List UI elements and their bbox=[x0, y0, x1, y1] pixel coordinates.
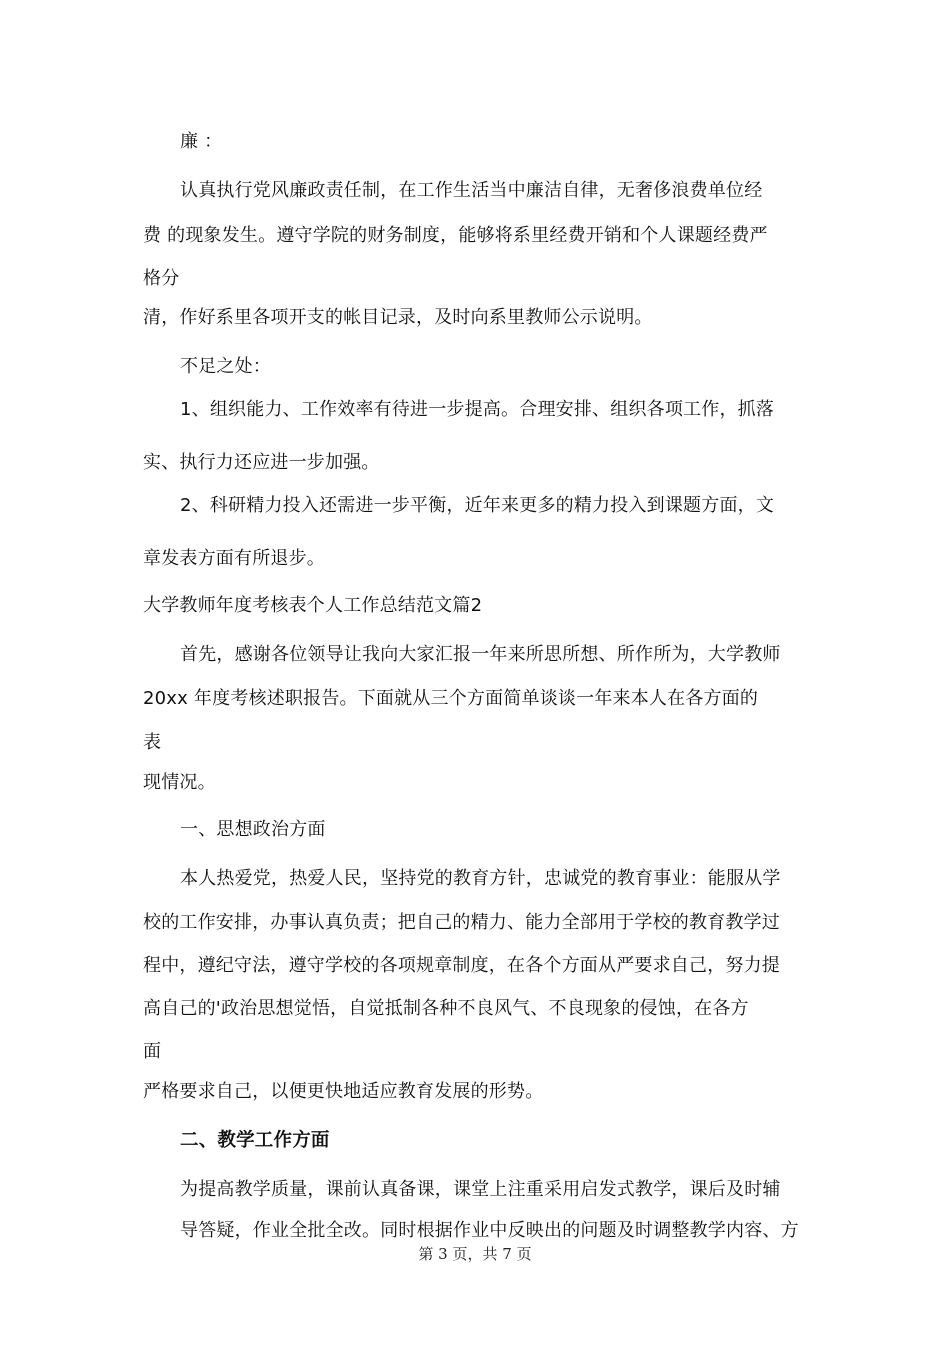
text-line: 严格要求自己，以便更快地适应教育发展的形势。 bbox=[143, 1081, 544, 1102]
text-line: 为提高教学质量，课前认真备课，课堂上注重采用启发式教学，课后及时辅 bbox=[180, 1179, 781, 1200]
text-line: 清，作好系里各项开支的帐目记录，及时向系里教师公示说明。 bbox=[143, 307, 653, 328]
text-line: 程中，遵纪守法，遵守学校的各项规章制度，在各个方面从严要求自己，努力提 bbox=[143, 955, 780, 976]
text-line: 导答疑，作业全批全改。同时根据作业中反映出的问题及时调整教学内容、方 bbox=[180, 1220, 799, 1241]
text-line: 2、科研精力投入还需进一步平衡，近年来更多的精力投入到课题方面，文 bbox=[180, 495, 775, 516]
text-line: 面 bbox=[143, 1041, 162, 1062]
article-title: 大学教师年度考核表个人工作总结范文篇2 bbox=[143, 595, 483, 616]
text-line: 本人热爱党，热爱人民，坚持党的教育方针，忠诚党的教育事业：能服从学 bbox=[180, 868, 781, 889]
text-line: 格分 bbox=[143, 268, 180, 289]
section-heading: 一、思想政治方面 bbox=[180, 819, 326, 840]
text-line: 表 bbox=[143, 732, 162, 753]
text-line: 现情况。 bbox=[143, 772, 216, 793]
text-line: 认真执行党风廉政责任制，在工作生活当中廉洁自律，无奢侈浪费单位经 bbox=[180, 180, 763, 201]
text-line: 20xx 年度考核述职报告。下面就从三个方面简单谈谈一年来本人在各方面的 bbox=[143, 688, 759, 709]
text-line: 廉 ： bbox=[180, 131, 223, 152]
text-line: 高自己的'政治思想觉悟，自觉抵制各种不良风气、不良现象的侵蚀，在各方 bbox=[143, 998, 749, 1019]
text-line: 章发表方面有所退步。 bbox=[143, 548, 325, 569]
section-heading-bold: 二、教学工作方面 bbox=[180, 1130, 330, 1151]
text-line: 校的工作安排，办事认真负责；把自己的精力、能力全部用于学校的教育教学过 bbox=[143, 912, 780, 933]
text-line: 1、组织能力、工作效率有待进一步提高。合理安排、组织各项工作，抓落 bbox=[180, 399, 775, 420]
page-footer: 第 3 页，共 7 页 bbox=[418, 1245, 532, 1263]
text-line: 费 的现象发生。遵守学院的财务制度，能够将系里经费开销和个人课题经费严 bbox=[143, 225, 768, 246]
text-line: 实、执行力还应进一步加强。 bbox=[143, 452, 380, 473]
text-line: 首先，感谢各位领导让我向大家汇报一年来所思所想、所作所为，大学教师 bbox=[180, 644, 781, 665]
section-heading: 不足之处： bbox=[180, 356, 271, 377]
